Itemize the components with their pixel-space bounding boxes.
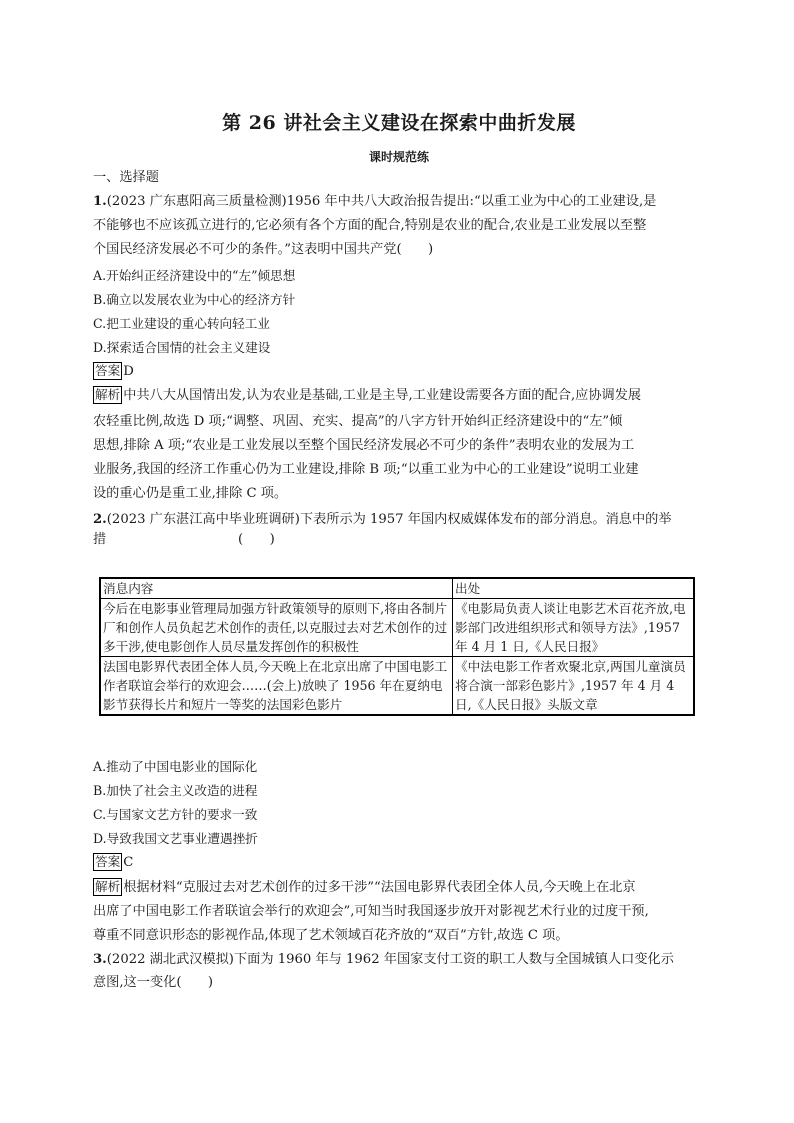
q2-analysis-text-1: 根据材料“克服过去对艺术创作的过多干涉”“法国电影界代表团全体人员,今天晚上在北京 — [123, 880, 636, 895]
q1-stem-2: 不能够也不应该孤立进行的,它必须有各个方面的配合,特别是农业的配合,农业是工业发展以至整 — [93, 218, 647, 233]
q1-stem-1: (2023 广东惠阳高三质量检测)1956 年中共八大政治报告提出:“以重工业为中心的工业建设,是 — [106, 194, 657, 209]
q1-option-d: D.探索适合国情的社会主义建设 — [93, 340, 271, 355]
table-cell-content: 今后在电影事业管理局加强方针政策领导的原则下,将由各制片厂和创作人员负起艺术创作的责任,以克服过去对艺术创作的过多干涉,使电影创作人员尽量发挥创作的积极性 — [100, 599, 453, 657]
table-row — [100, 599, 694, 657]
q3-stem-1: (2022 湖北武汉模拟)下面为 1960 年与 1962 年国家支付工资的职工人数与全国城镇人口变化示 — [106, 952, 674, 967]
q1-option-a: A.开始纠正经济建设中的“左”倾思想 — [93, 268, 296, 283]
analysis-tag: 解析 — [95, 879, 121, 894]
q2-analysis-2: 出席了中国电影工作者联谊会举行的欢迎会”,可知当时我国逐步放开对影视艺术行业的过度干预, — [93, 904, 649, 919]
q1-analysis-1 — [93, 384, 641, 408]
q1-option-b: B.确立以发展农业为中心的经济方针 — [93, 292, 296, 307]
section-heading: 一、选择题 — [93, 170, 159, 185]
q1-analysis-4: 业服务,我国的经济工作重心仍为工业建设,排除 B 项;“以重工业为中心的工业建设”说明工业建 — [93, 462, 639, 477]
analysis-tag: 解析 — [95, 387, 121, 402]
q2-number: 2. — [93, 512, 107, 527]
table-row — [100, 657, 694, 716]
q1-analysis-2: 农轻重比例,故选 D 项;“调整、巩固、充实、提高”的八字方针开始纠正经济建设中的“左”倾 — [93, 414, 623, 429]
page-subtitle: 课时规范练 — [368, 150, 429, 164]
answer-tag: 答案 — [95, 363, 121, 378]
q2-option-d: D.导致我国文艺事业遭遇挫折 — [93, 831, 258, 846]
table-cell-source: 《中法电影工作者欢聚北京,两国儿童演员将合演一部彩色影片》,1957 年 4 月 4 日,《人民日报》头版文章 — [453, 657, 695, 716]
q3-stem-2: 意图,这一变化( ) — [93, 975, 213, 990]
q2-option-c: C.与国家文艺方针的要求一致 — [93, 807, 258, 822]
answer-tag: 答案 — [95, 854, 121, 869]
q2-answer-value: C — [123, 855, 134, 870]
q1-answer — [93, 360, 134, 384]
q3-number: 3. — [93, 952, 107, 967]
q1-analysis-3: 思想,排除 A 项;“农业是工业发展以至整个国民经济发展必不可少的条件”表明农业的发展为工 — [93, 438, 635, 453]
q2-stem-1: (2023 广东湛江高中毕业班调研)下表所示为 1957 年国内权威媒体发布的部分消息。消息中的举 — [106, 512, 672, 527]
table-cell-content: 法国电影界代表团全体人员,今天晚上在北京出席了中国电影工作者联谊会举行的欢迎会……(会上)放映了 1956 年在夏纳电影节获得长片和短片一等奖的法国彩色影片 — [100, 657, 453, 716]
q1-analysis-text-1: 中共八大从国情出发,认为农业是基础,工业是主导,工业建设需要各方面的配合,应协调发展 — [123, 388, 642, 403]
q2-analysis-3: 尊重不同意识形态的影视作品,体现了艺术领域百花齐放的“双百”方针,故选 C 项。 — [93, 928, 569, 943]
q2-option-a: A.推动了中国电影业的国际化 — [93, 759, 258, 774]
q1-line-1 — [93, 190, 656, 214]
table-header-source: 出处 — [453, 578, 695, 599]
table-header-row — [100, 578, 694, 599]
q2-option-b: B.加快了社会主义改造的进程 — [93, 783, 258, 798]
news-table — [99, 577, 695, 716]
page-title: 第 26 讲社会主义建设在探索中曲折发展 — [222, 112, 576, 134]
q2-stem-2: 措 ( ) — [93, 532, 275, 547]
q1-stem-3: 个国民经济发展必不可少的条件。”这表明中国共产党( ) — [93, 242, 434, 257]
q2-answer — [93, 851, 133, 875]
table-header-content: 消息内容 — [100, 578, 453, 599]
q2-analysis-1 — [93, 876, 636, 900]
q1-option-c: C.把工业建设的重心转向轻工业 — [93, 316, 270, 331]
q3-line-1 — [93, 948, 674, 972]
q1-answer-value: D — [123, 364, 134, 379]
table-cell-source: 《电影局负责人谈让电影艺术百花齐放,电影部门改进组织形式和领导方法》,1957 年 4 月 1 日,《人民日报》 — [453, 599, 695, 657]
q1-number: 1. — [93, 194, 107, 209]
q1-analysis-5: 设的重心仍是重工业,排除 C 项。 — [93, 486, 288, 501]
